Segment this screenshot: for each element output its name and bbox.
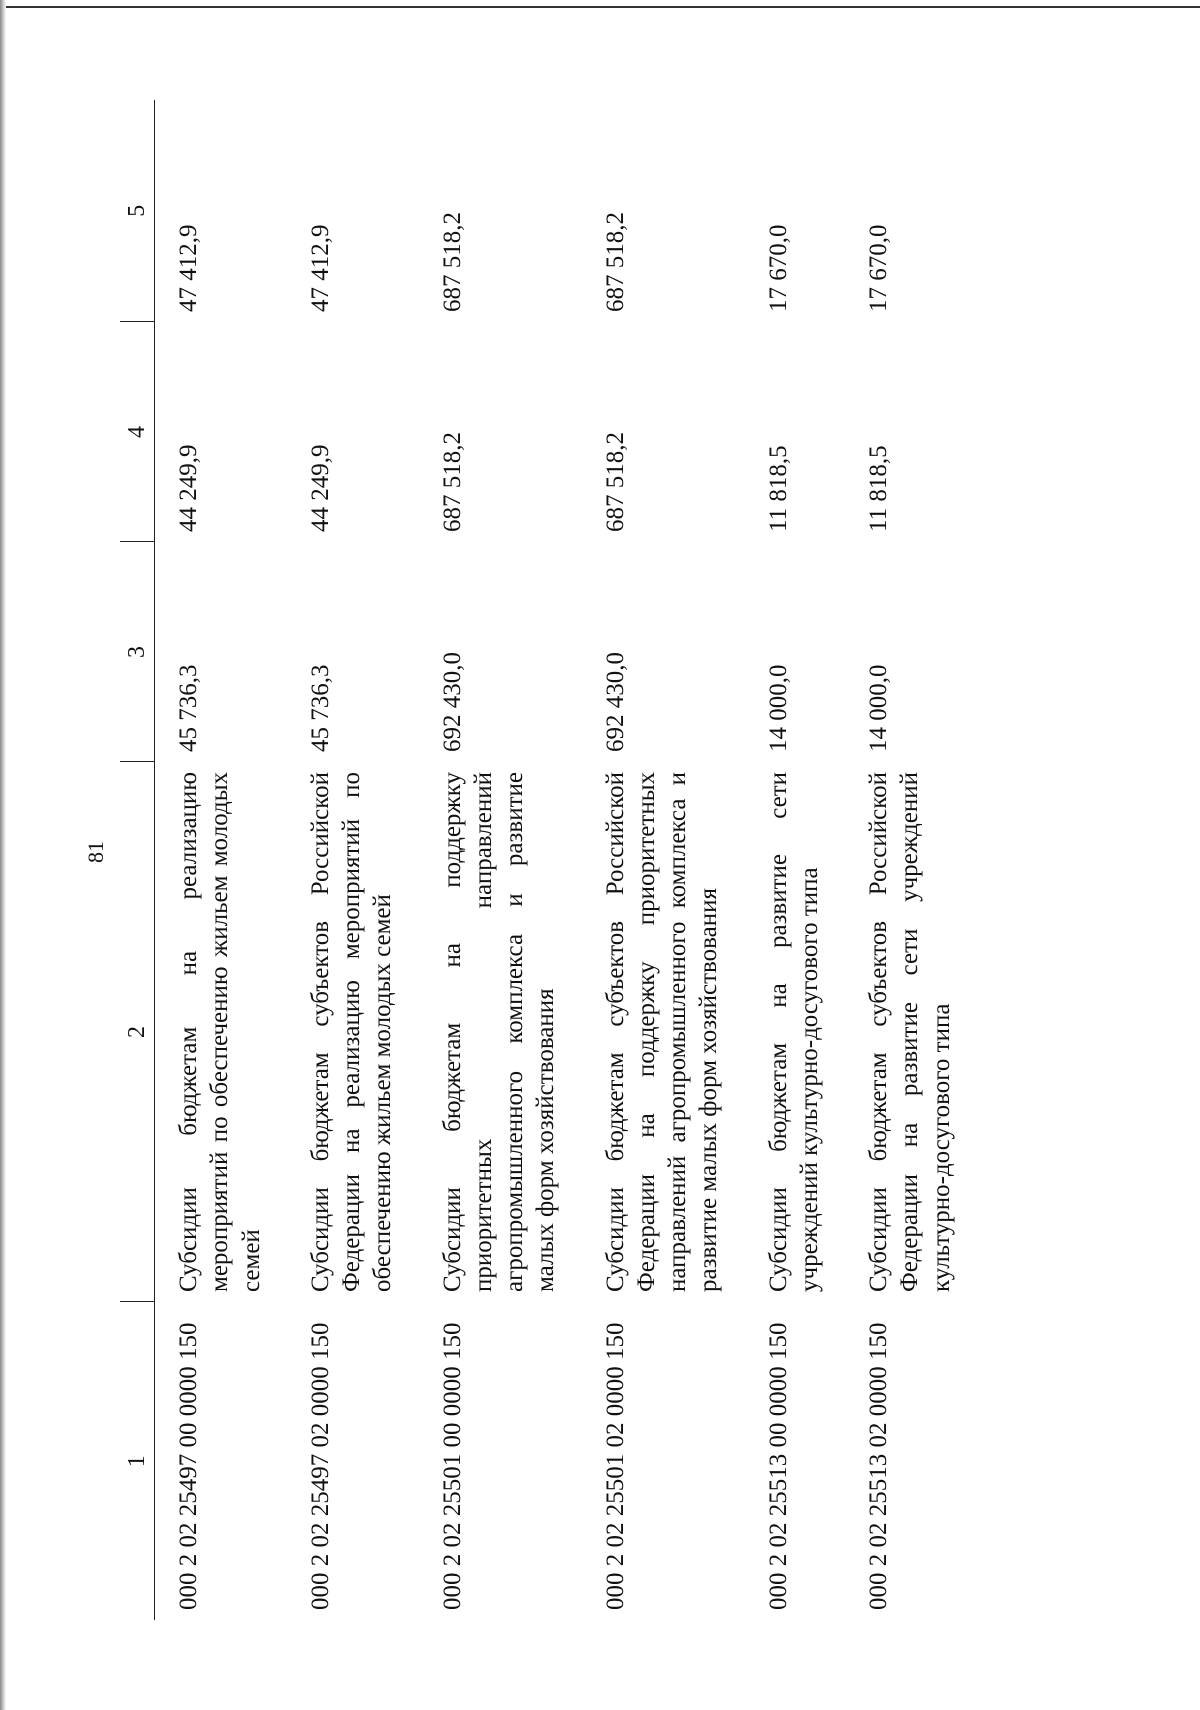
value-col-3: 14 000,0 <box>865 664 892 752</box>
description-cell: Субсидии бюджетам субъектов Российской Федерации на поддержку приоритетных направлений агропромышленного комплекса и развитие малых форм хозяйствования <box>601 772 723 1292</box>
description-cell: Субсидии бюджетам субъектов Российской Федерации на развитие сети учреждений культурно-досугового типа <box>865 772 955 1292</box>
value-col-3: 45 736,3 <box>306 664 334 752</box>
value-col-4: 11 818,5 <box>865 445 892 532</box>
value-col-4: 687 518,2 <box>601 432 629 532</box>
description-cell: Субсидии бюджетам на реализацию мероприятий по обеспечению жильем молодых семей <box>175 772 265 1292</box>
header-col-1: 1 <box>120 1302 155 1620</box>
value-col-4: 11 818,5 <box>764 445 792 532</box>
header-col-5: 5 <box>120 100 155 322</box>
header-col-3: 3 <box>120 542 155 762</box>
value-col-3: 45 736,3 <box>175 664 202 752</box>
header-col-4: 4 <box>120 322 155 542</box>
value-col-5: 47 412,9 <box>175 224 202 312</box>
value-col-4: 44 249,9 <box>306 444 334 532</box>
code-cell: 000 2 02 25513 02 0000 150 <box>865 1322 892 1610</box>
table-row <box>155 100 287 1620</box>
value-col-5: 687 518,2 <box>601 212 629 312</box>
value-col-5: 47 412,9 <box>306 224 334 312</box>
budget-table <box>120 100 977 1620</box>
code-cell: 000 2 02 25497 02 0000 150 <box>306 1322 334 1610</box>
value-col-5: 17 670,0 <box>865 224 892 312</box>
value-col-4: 44 249,9 <box>175 444 202 532</box>
page-number-text: 81 <box>83 841 108 863</box>
scan-edge-line <box>0 6 1200 8</box>
description-cell: Субсидии бюджетам на поддержку приоритетных направлений агропромышленного комплекса и развитие малых форм хозяйствования <box>438 772 560 1292</box>
table-row <box>287 100 419 1620</box>
header-col-2: 2 <box>120 762 155 1302</box>
code-cell: 000 2 02 25501 02 0000 150 <box>601 1322 629 1610</box>
table-row <box>745 100 846 1620</box>
rotated-page <box>120 100 1160 1620</box>
header-row <box>120 100 155 1620</box>
code-cell: 000 2 02 25513 00 0000 150 <box>764 1322 792 1610</box>
value-col-3: 692 430,0 <box>601 652 629 752</box>
value-col-4: 687 518,2 <box>438 432 466 532</box>
scan-edge-shadow <box>0 0 6 1710</box>
value-col-5: 687 518,2 <box>438 212 466 312</box>
description-cell: Субсидии бюджетам на развитие сети учреждений культурно-досугового типа <box>764 772 823 1292</box>
value-col-3: 692 430,0 <box>438 652 466 752</box>
value-col-3: 14 000,0 <box>764 664 792 752</box>
table-row <box>419 100 582 1620</box>
table-row <box>582 100 745 1620</box>
table-row <box>845 100 977 1620</box>
value-col-5: 17 670,0 <box>764 224 792 312</box>
code-cell: 000 2 02 25497 00 0000 150 <box>175 1322 202 1610</box>
code-cell: 000 2 02 25501 00 0000 150 <box>438 1322 466 1610</box>
description-cell: Субсидии бюджетам субъектов Российской Федерации на реализацию мероприятий по обеспечению жильем молодых семей <box>306 772 397 1292</box>
